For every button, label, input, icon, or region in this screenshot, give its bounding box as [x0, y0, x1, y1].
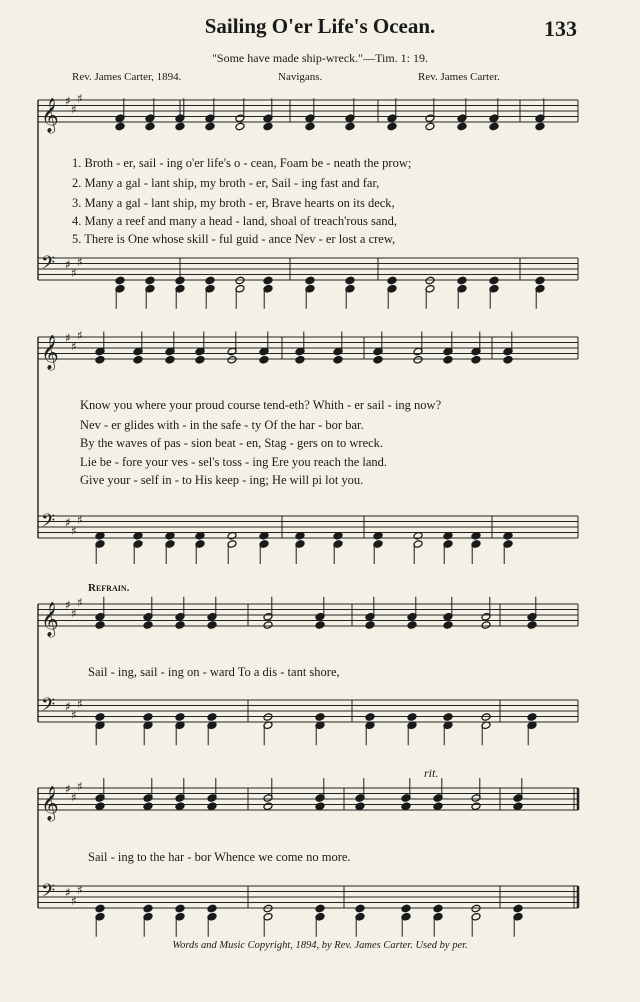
- note-head: [115, 122, 125, 131]
- note-head: [527, 621, 537, 630]
- note-head: [489, 122, 499, 131]
- note-head: [207, 621, 217, 630]
- note-head: [207, 713, 217, 722]
- bass-clef: 𝄢: [41, 881, 56, 906]
- note-head: [175, 802, 185, 811]
- sharp-sign: ♯: [77, 328, 83, 343]
- sharp-sign: ♯: [65, 885, 71, 900]
- note-head: [373, 355, 383, 364]
- note-head: [433, 904, 443, 913]
- sharp-sign: ♯: [65, 331, 71, 345]
- note-head: [489, 276, 499, 285]
- note-head: [513, 802, 523, 811]
- note-head: [205, 122, 215, 131]
- verse-3-line-2: By the waves of pas - sion beat - en, Stag - gers on to wreck.: [80, 436, 384, 450]
- note-head: [481, 621, 491, 630]
- note-head: [315, 904, 325, 913]
- verse-3-line-1: 3. Many a gal - lant ship, my broth - er, Brave hearts on its deck,: [72, 196, 395, 210]
- note-head: [401, 904, 411, 913]
- bass-clef: 𝄢: [41, 695, 56, 720]
- sharp-sign: ♯: [65, 598, 71, 612]
- note-head: [443, 713, 453, 722]
- words-credit: Rev. James Carter, 1894.: [72, 71, 182, 83]
- hymn-title: Sailing O'er Life's Ocean.: [204, 14, 436, 38]
- note-head: [355, 802, 365, 811]
- note-head: [457, 122, 467, 131]
- note-head: [235, 276, 245, 285]
- copyright-footer: Words and Music Copyright, 1894, by Rev. James Carter. Used by per.: [172, 940, 468, 951]
- sharp-sign: ♯: [71, 265, 77, 280]
- note-head: [143, 621, 153, 630]
- note-head: [263, 904, 273, 913]
- verse-1-line-1: 1. Broth - er, sail - ing o'er life's o - cean, Foam be - neath the prow;: [72, 156, 412, 170]
- note-head: [387, 122, 397, 131]
- note-head: [263, 713, 273, 722]
- note-head: [471, 904, 481, 913]
- sharp-sign: ♯: [71, 339, 77, 354]
- note-head: [315, 621, 325, 630]
- note-head: [175, 122, 185, 131]
- refrain-line-2: Sail - ing to the har - bor Whence we come no more.: [88, 850, 351, 864]
- note-head: [95, 713, 105, 722]
- note-head: [471, 802, 481, 811]
- sharp-sign: ♯: [65, 515, 71, 530]
- note-head: [333, 355, 343, 364]
- sharp-sign: ♯: [65, 257, 71, 272]
- note-head: [305, 276, 315, 285]
- sharp-sign: ♯: [77, 512, 83, 527]
- note-head: [535, 122, 545, 131]
- note-head: [503, 355, 513, 364]
- note-head: [207, 904, 217, 913]
- sharp-sign: ♯: [71, 102, 77, 117]
- note-head: [95, 904, 105, 913]
- note-head: [165, 355, 175, 364]
- refrain-label: Refrain.: [88, 582, 130, 594]
- note-head: [95, 355, 105, 364]
- sharp-sign: ♯: [71, 790, 77, 805]
- note-head: [425, 276, 435, 285]
- verse-5-line-1: 5. There is One whose skill - ful guid - ance Nev - er lost a crew,: [72, 232, 396, 246]
- note-head: [263, 621, 273, 630]
- verse-1-line-2: Know you where your proud course tend-eth? Whith - er sail - ing now?: [80, 398, 442, 412]
- note-head: [513, 904, 523, 913]
- note-head: [355, 904, 365, 913]
- note-head: [263, 802, 273, 811]
- note-head: [175, 904, 185, 913]
- note-head: [401, 802, 411, 811]
- note-head: [145, 276, 155, 285]
- note-head: [175, 713, 185, 722]
- verse-4-line-1: 4. Many a reef and many a head - land, shoal of treach'rous sand,: [72, 214, 398, 228]
- sharp-sign: ♯: [77, 254, 83, 269]
- note-head: [365, 713, 375, 722]
- note-head: [425, 122, 435, 131]
- verse-2-line-1: 2. Many a gal - lant ship, my broth - er, Sail - ing fast and far,: [72, 176, 380, 190]
- treble-clef: 𝄞: [41, 602, 59, 637]
- note-head: [407, 713, 417, 722]
- note-head: [305, 122, 315, 131]
- note-head: [365, 621, 375, 630]
- music-credit: Rev. James Carter.: [418, 71, 500, 83]
- note-head: [535, 276, 545, 285]
- note-head: [315, 713, 325, 722]
- note-head: [407, 621, 417, 630]
- note-head: [481, 713, 491, 722]
- sharp-sign: ♯: [71, 707, 77, 722]
- note-head: [443, 355, 453, 364]
- note-head: [175, 276, 185, 285]
- sharp-sign: ♯: [77, 696, 83, 711]
- sharp-sign: ♯: [71, 606, 77, 621]
- sharp-sign: ♯: [65, 699, 71, 714]
- note-head: [315, 802, 325, 811]
- note-head: [443, 621, 453, 630]
- verse-4-line-2: Lie be - fore your ves - sel's toss - ing Ere you reach the land.: [80, 455, 388, 469]
- verse-5-line-2: Give your - self in - to His keep - ing; He will pi lot you.: [80, 473, 364, 487]
- note-head: [227, 355, 237, 364]
- epigraph: "Some have made ship-wreck."—Tim. 1: 19.: [212, 51, 428, 65]
- sharp-sign: ♯: [71, 523, 77, 538]
- note-head: [207, 802, 217, 811]
- sharp-sign: ♯: [65, 94, 71, 108]
- sharp-sign: ♯: [71, 893, 77, 908]
- note-head: [263, 276, 273, 285]
- note-head: [263, 122, 273, 131]
- note-head: [295, 355, 305, 364]
- sharp-sign: ♯: [77, 882, 83, 897]
- treble-clef: 𝄞: [41, 786, 59, 821]
- note-head: [205, 276, 215, 285]
- note-head: [471, 355, 481, 364]
- treble-clef: 𝄞: [41, 335, 59, 370]
- bass-clef: 𝄢: [41, 511, 56, 536]
- note-head: [143, 713, 153, 722]
- note-head: [115, 276, 125, 285]
- refrain-line-1: Sail - ing, sail - ing on - ward To a dis - tant shore,: [88, 665, 340, 679]
- sharp-sign: ♯: [77, 595, 83, 610]
- note-head: [175, 621, 185, 630]
- treble-clef: 𝄞: [41, 98, 59, 133]
- note-head: [259, 355, 269, 364]
- note-head: [95, 621, 105, 630]
- ritardando-mark: rit.: [424, 766, 439, 780]
- note-head: [433, 802, 443, 811]
- note-head: [527, 713, 537, 722]
- note-head: [413, 355, 423, 364]
- bass-clef: 𝄢: [41, 253, 56, 278]
- note-head: [195, 355, 205, 364]
- note-head: [143, 904, 153, 913]
- note-head: [235, 122, 245, 131]
- note-head: [143, 802, 153, 811]
- note-head: [387, 276, 397, 285]
- tune-name: Navigans.: [278, 71, 323, 83]
- verse-2-line-2: Nev - er glides with - in the safe - ty Of the har - bor bar.: [80, 418, 364, 432]
- page-number: 133: [544, 16, 577, 41]
- note-head: [345, 276, 355, 285]
- sharp-sign: ♯: [77, 779, 83, 794]
- note-head: [345, 122, 355, 131]
- note-head: [457, 276, 467, 285]
- note-head: [95, 802, 105, 811]
- sharp-sign: ♯: [77, 91, 83, 106]
- note-head: [145, 122, 155, 131]
- sharp-sign: ♯: [65, 782, 71, 796]
- note-head: [133, 355, 143, 364]
